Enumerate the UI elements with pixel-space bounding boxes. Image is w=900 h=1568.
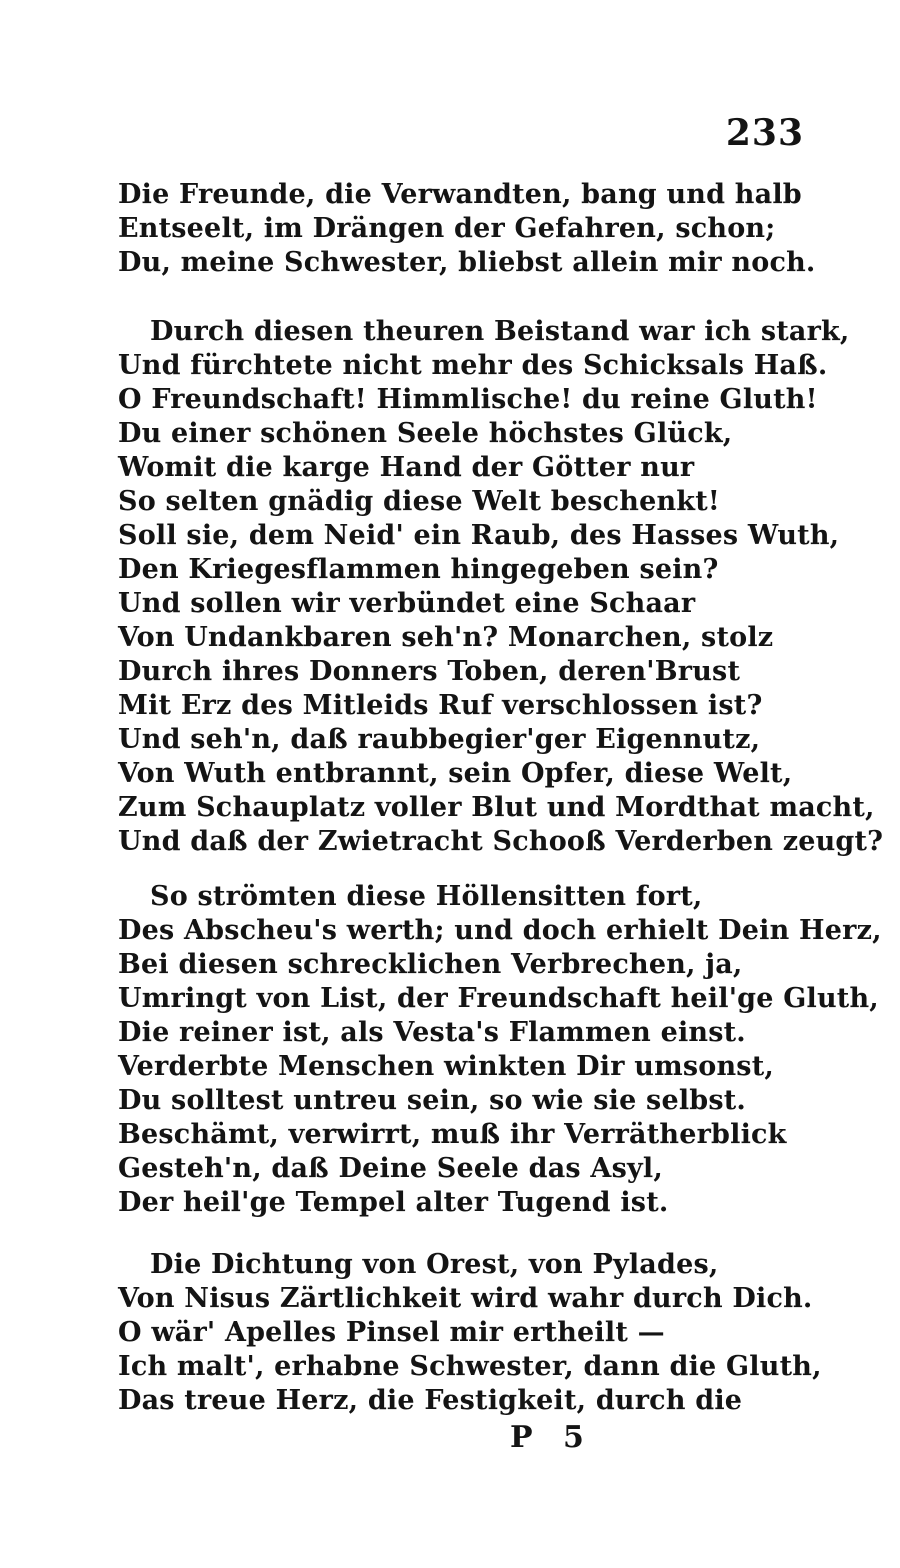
verse-line: Der heil'ge Tempel alter Tugend ist. <box>118 1187 669 1218</box>
verse-line: Gesteh'n, daß Deine Seele das Asyl, <box>118 1153 663 1184</box>
verse-line: Du, meine Schwester, bliebst allein mir noch. <box>118 247 816 278</box>
verse-line: O Freundschaft! Himmlische! du reine Gluth! <box>118 384 818 415</box>
verse-line: Und daß der Zwietracht Schooß Verderben zeugt? <box>118 826 884 857</box>
stanza-4 <box>118 1248 822 1418</box>
verse-line: Soll sie, dem Neid' ein Raub, des Hasses Wuth, <box>118 520 840 551</box>
verse-line: Verderbte Menschen winkten Dir umsonst, <box>118 1051 774 1082</box>
verse-line: Des Abscheu's werth; und doch erhielt Dein Herz, <box>118 915 882 946</box>
verse-line: Womit die karge Hand der Götter nur <box>118 452 695 483</box>
page-number: 233 <box>725 112 804 154</box>
verse-line: Von Nisus Zärtlichkeit wird wahr durch Dich. <box>118 1283 813 1314</box>
verse-line: Mit Erz des Mitleids Ruf verschlossen ist? <box>118 690 763 721</box>
verse-line: Das treue Herz, die Festigkeit, durch die <box>118 1385 743 1416</box>
stanza-2 <box>118 315 884 859</box>
verse-line: So selten gnädig diese Welt beschenkt! <box>118 486 720 517</box>
verse-line: Und seh'n, daß raubbegier'ger Eigennutz, <box>118 724 761 755</box>
verse-line: O wär' Apelles Pinsel mir ertheilt — <box>118 1317 665 1348</box>
verse-line: Durch diesen theuren Beistand war ich stark, <box>150 316 850 347</box>
verse-line: Entseelt, im Drängen der Gefahren, schon; <box>118 213 776 244</box>
stanza-1 <box>118 178 816 280</box>
stanza-3 <box>118 880 882 1220</box>
verse-line: Bei diesen schrecklichen Verbrechen, ja, <box>118 949 743 980</box>
verse-line: Du solltest untreu sein, so wie sie selbst. <box>118 1085 747 1116</box>
verse-line: Den Kriegesflammen hingegeben sein? <box>118 554 719 585</box>
verse-line: Von Undankbaren seh'n? Monarchen, stolz <box>118 622 774 653</box>
verse-line: Ich malt', erhabne Schwester, dann die Gluth, <box>118 1351 822 1382</box>
verse-line: Du einer schönen Seele höchstes Glück, <box>118 418 733 449</box>
verse-line: Von Wuth entbrannt, sein Opfer, diese Welt, <box>118 758 793 789</box>
verse-line: Die reiner ist, als Vesta's Flammen einst. <box>118 1017 746 1048</box>
verse-line: Durch ihres Donners Toben, deren'Brust <box>118 656 741 687</box>
verse-line: Die Freunde, die Verwandten, bang und halb <box>118 179 802 210</box>
verse-line: Und fürchtete nicht mehr des Schicksals Haß. <box>118 350 828 381</box>
verse-line: Umringt von List, der Freundschaft heil'ge Gluth, <box>118 983 879 1014</box>
verse-line: Beschämt, verwirrt, muß ihr Verrätherblick <box>118 1119 787 1150</box>
verse-line: So strömten diese Höllensitten fort, <box>150 881 703 912</box>
verse-line: Die Dichtung von Orest, von Pylades, <box>150 1249 719 1280</box>
verse-line: Und sollen wir verbündet eine Schaar <box>118 588 696 619</box>
verse-line: Zum Schauplatz voller Blut und Mordthat macht, <box>118 792 875 823</box>
signature-mark: P 5 <box>510 1420 594 1455</box>
